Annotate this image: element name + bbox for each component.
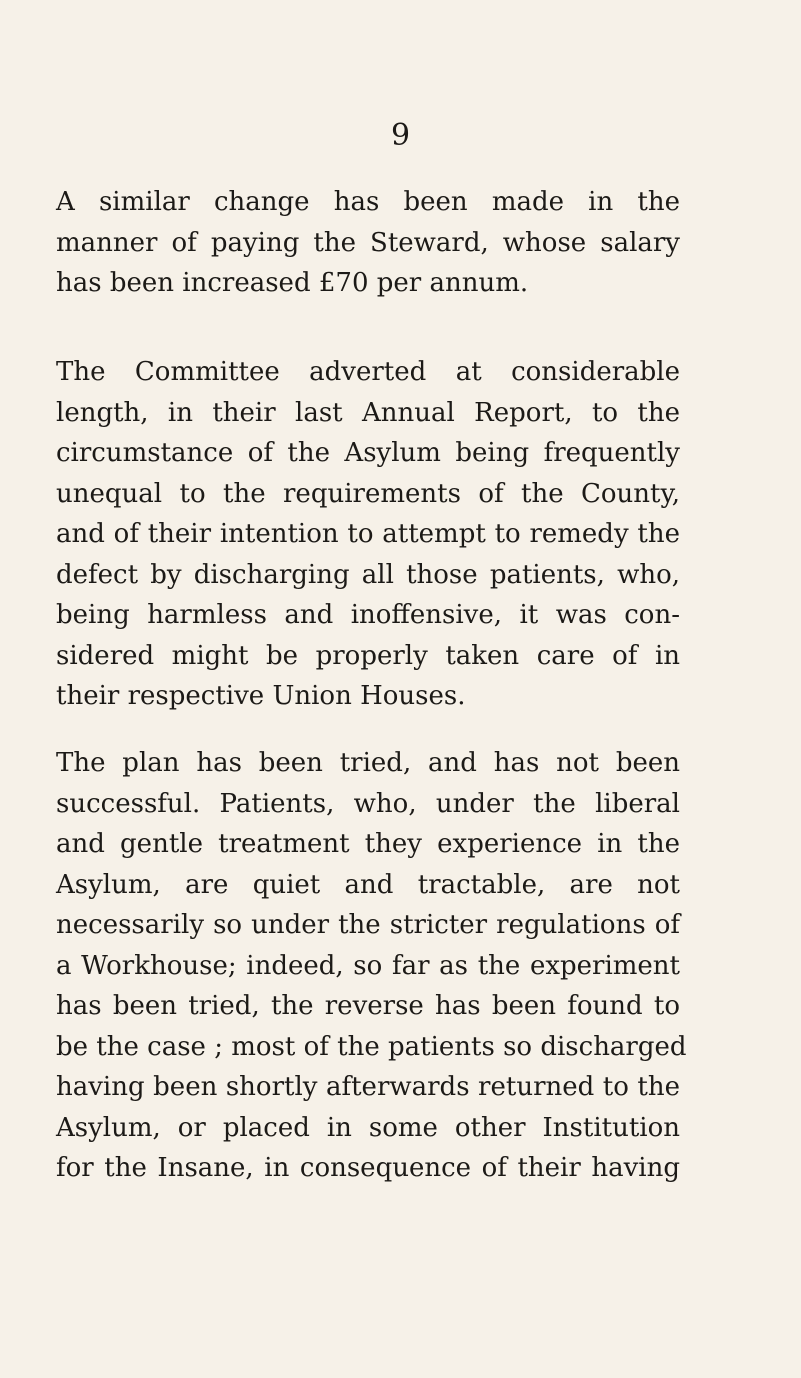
paragraph-steward-salary: [56, 182, 680, 304]
text-line: for the Insane, in consequence of their having: [56, 1153, 680, 1183]
text-line: and gentle treatment they experience in the: [56, 829, 680, 859]
text-line: defect by discharging all those patients, who,: [56, 559, 680, 590]
text-line: a Workhouse; indeed, so far as the experiment: [56, 950, 680, 981]
text-line: necessarily so under the stricter regulations of: [56, 910, 680, 940]
text-line: has been tried, the reverse has been found to: [56, 991, 680, 1021]
text-line: sidered might be properly taken care of in: [56, 640, 680, 671]
text-line: having been shortly afterwards returned to the: [56, 1072, 680, 1102]
paragraph-annual-report: [56, 352, 680, 717]
paragraph-plan-tried: [56, 743, 687, 1189]
text-line: circumstance of the Asylum being frequently: [56, 438, 680, 468]
text-line: The Committee adverted at considerable: [56, 357, 680, 387]
text-line: unequal to the requirements of the County,: [56, 478, 680, 509]
text-line: Asylum, or placed in some other Institution: [56, 1112, 680, 1143]
text-line: has been increased £70 per annum.: [56, 268, 529, 298]
text-line: A similar change has been made in the: [56, 187, 680, 217]
text-line: being harmless and inoffensive, it was con-: [56, 600, 680, 630]
text-line: and of their intention to attempt to remedy the: [56, 519, 680, 549]
text-line: Asylum, are quiet and tractable, are not: [56, 869, 680, 900]
text-line: be the case ; most of the patients so discharged: [56, 1031, 687, 1062]
text-line: The plan has been tried, and has not been: [56, 748, 680, 778]
text-line: their respective Union Houses.: [56, 681, 466, 711]
text-line: manner of paying the Steward, whose salary: [56, 227, 680, 258]
page-number: 9: [390, 118, 411, 153]
text-line: length, in their last Annual Report, to the: [56, 397, 680, 428]
text-line: successful. Patients, who, under the liberal: [56, 788, 680, 819]
